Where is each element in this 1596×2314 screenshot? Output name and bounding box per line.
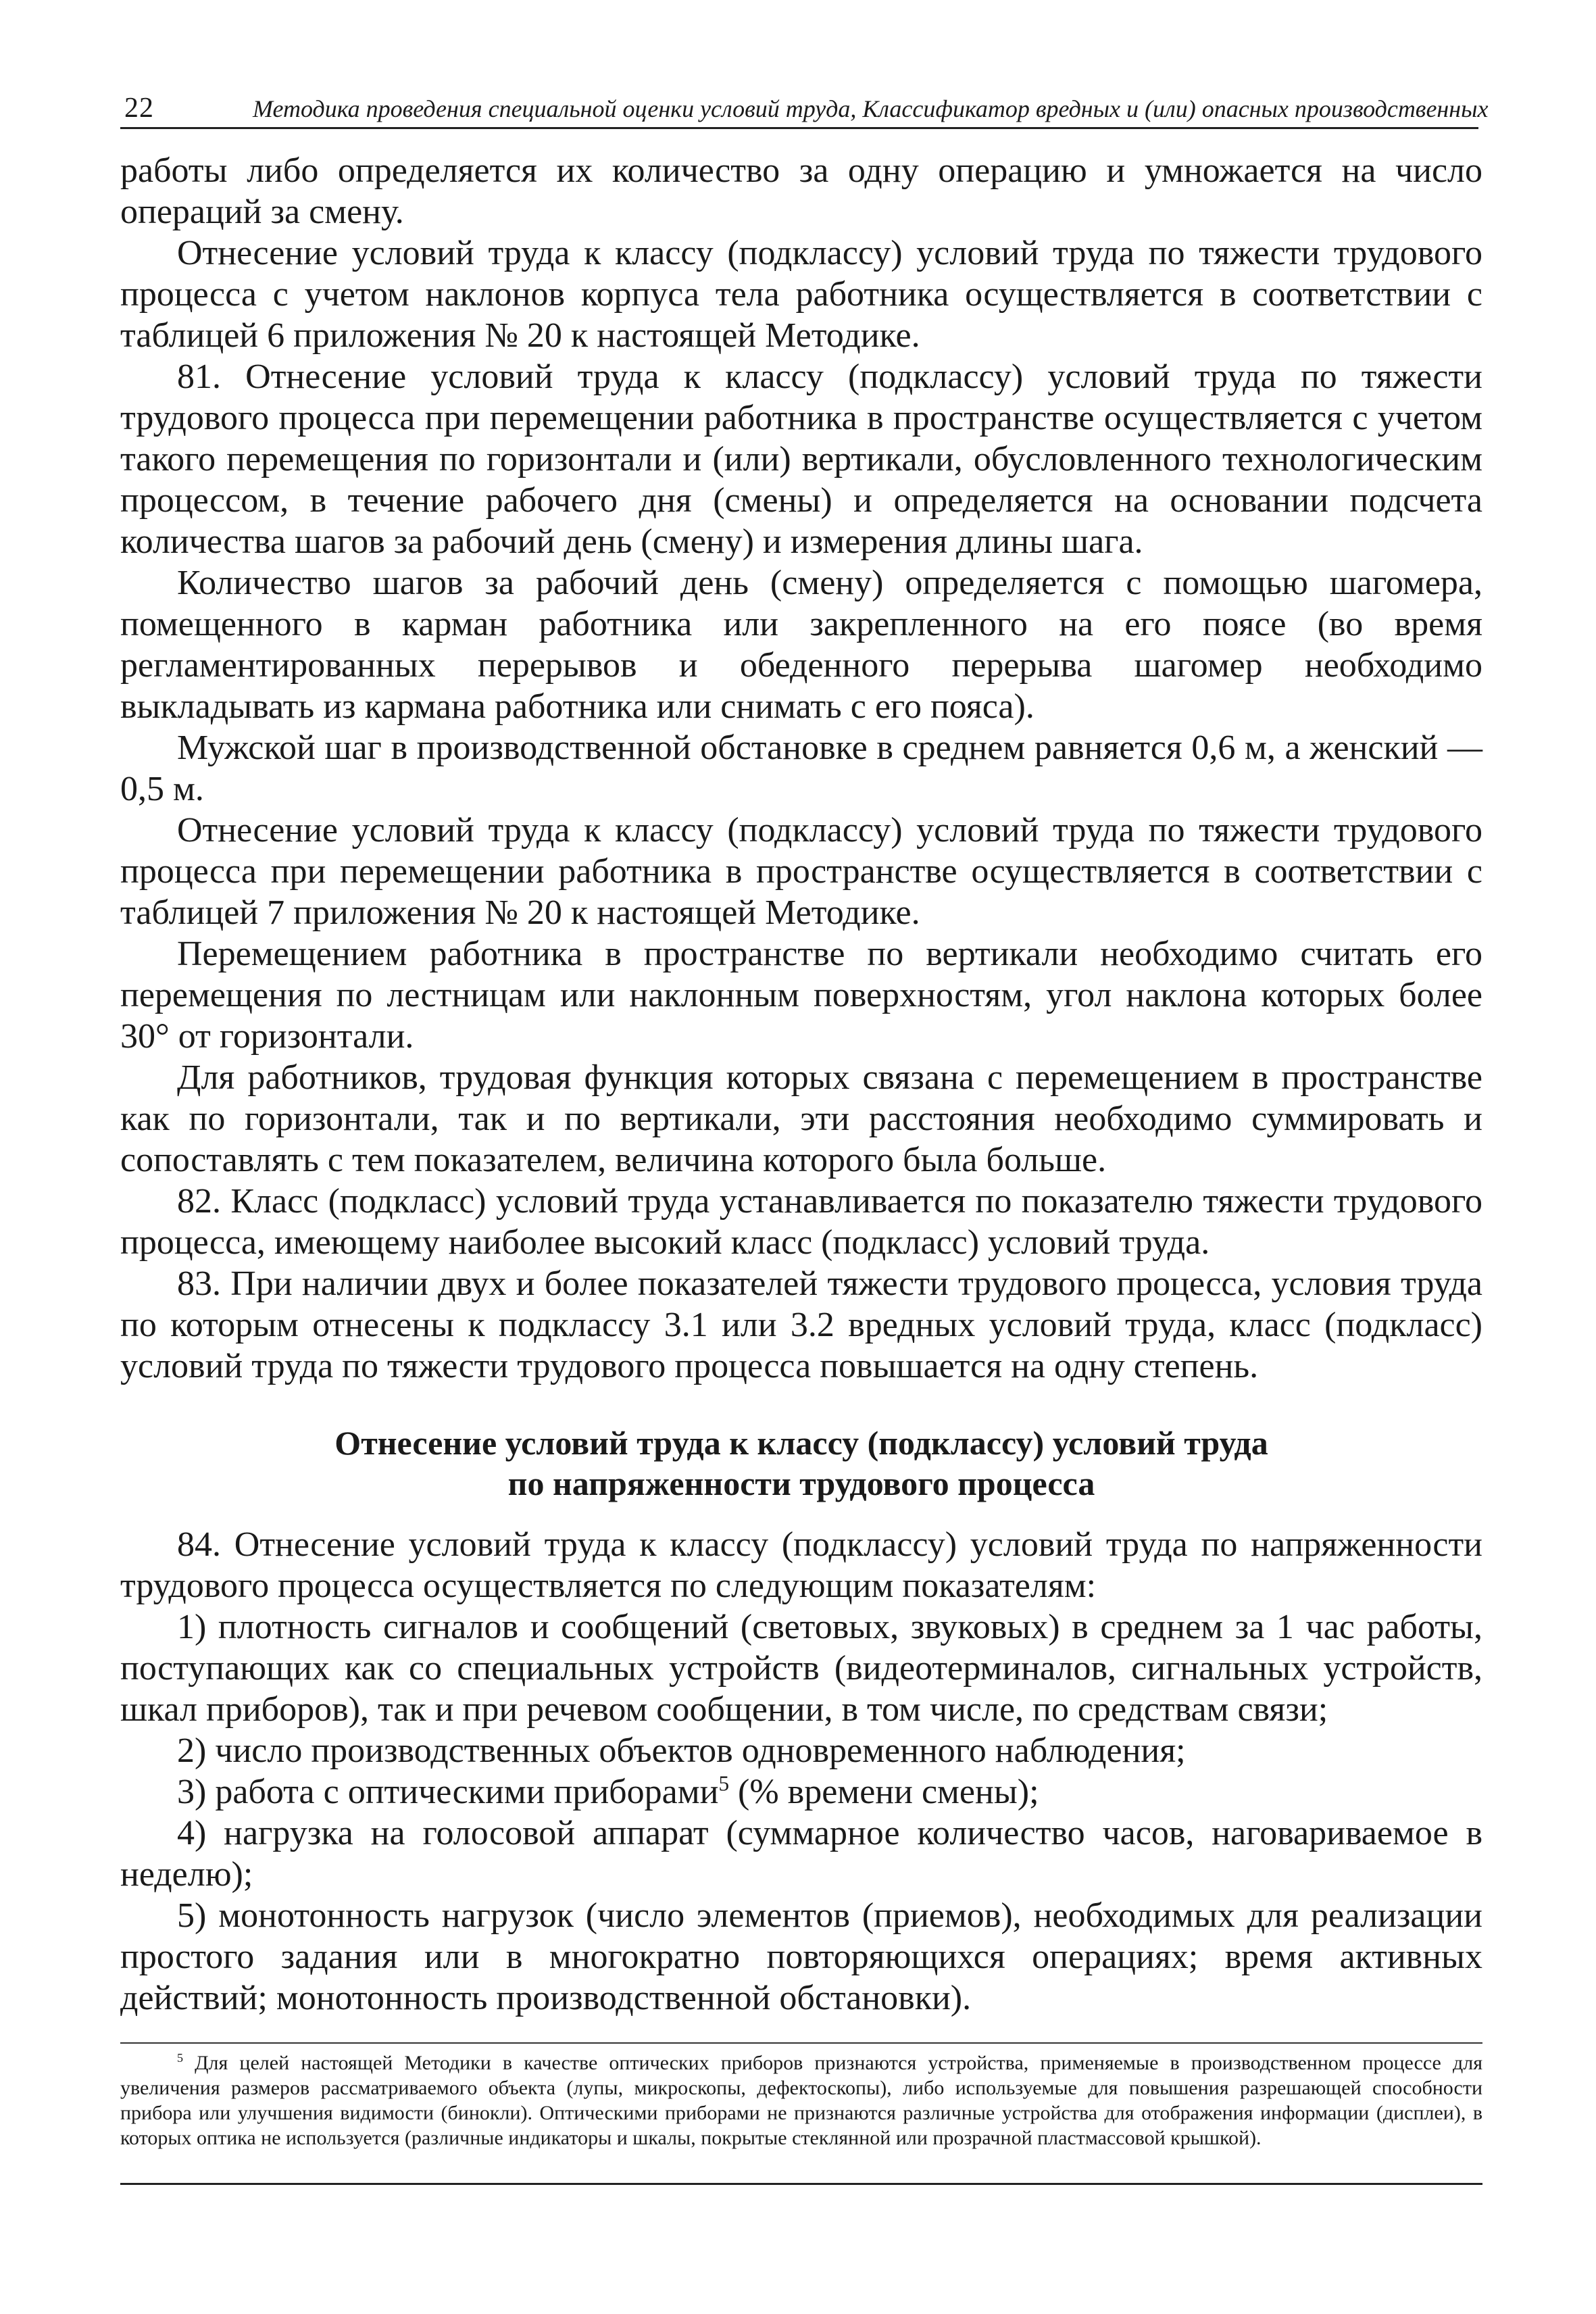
footnote (120, 2050, 1482, 2150)
section-heading (120, 1423, 1482, 1504)
footnote-paragraph (120, 2050, 1482, 2150)
list-item: 2) число производственных объектов одновременного наблюдения; (177, 1731, 1186, 1770)
paragraph: Количество шагов за рабочий день (смену) определяется с помощью шагомера, помещенного в карман работника или закрепленного на его поясе (во время регламентированных перерывов и обеденного перерыва шагомер необходимо выкладывать из кармана работника или снимать с его пояса). (120, 564, 1482, 726)
paragraph: Перемещением работника в пространстве по вертикали необходимо считать его перемещения по лестницам или наклонным поверхностям, угол наклона которых более 30° от горизонтали. (120, 935, 1482, 1056)
footnote-marker: 5 (177, 2051, 183, 2065)
paragraph: Для работников, трудовая функция которых связана с перемещением в пространстве как по горизонтали, так и по вертикали, эти расстояния необходимо суммировать и сопоставлять с тем показателем, величина которого была больше. (120, 1058, 1482, 1179)
footnote-reference: 5 (718, 1771, 730, 1796)
paragraph-84: 84. Отнесение условий труда к классу (подклассу) условий труда по напряженности трудового процесса осуществляется по следующим показателям: (120, 1525, 1482, 1605)
paragraph-81: 81. Отнесение условий труда к классу (подклассу) условий труда по тяжести трудового процесса при перемещении работника в пространстве осуществляется с учетом такого перемещения по горизонтали и (или) вертикали, обусловленного технологическим процессом, в течение рабочего дня (смены) и определяется на основании подсчета количества шагов за рабочий день (смену) и измерения длины шага. (120, 358, 1482, 561)
page-header (120, 80, 1489, 129)
paragraph: работы либо определяется их количество за одну операцию и умножается на число операций за смену. (120, 151, 1482, 231)
page-number: 22 (124, 93, 154, 124)
body-text-bottom (120, 1524, 1482, 2019)
page-bottom-divider (120, 2183, 1482, 2185)
footnote-text: Для целей настоящей Методики в качестве оптических приборов признаются устройства, применяемые в производственном процессе для увеличения размеров рассматриваемого объекта (лупы, микроскопы, дефектоскопы), либо используемые для повышения разрешающей способности прибора или улучшения видимости (бинокли). Оптическими приборами не признаются различные устройства для отображения информации (дисплеи), в которых оптика не используется (различные индикаторы и шкалы, покрытые стеклянной или прозрачной пластмассовой крышкой). (120, 2052, 1482, 2149)
list-item: 5) монотонность нагрузок (число элементов (приемов), необходимых для реализации простого задания или в многократно повторяющихся операциях; время активных действий; монотонность производственной обстановки). (120, 1896, 1482, 2017)
paragraph-83: 83. При наличии двух и более показателей тяжести трудового процесса, условия труда по которым отнесены к подклассу 3.1 или 3.2 вредных условий труда, класс (подкласс) условий труда по тяжести трудового процесса повышается на одну степень. (120, 1264, 1482, 1385)
list-item-text: (% времени смены); (729, 1773, 1039, 1811)
paragraph-82: 82. Класс (подкласс) условий труда устанавливается по показателю тяжести трудового процесса, имеющему наиболее высокий класс (подкласс) условий труда. (120, 1182, 1482, 1262)
running-title: Методика проведения специальной оценки условий труда, Классификатор вредных и (или) опасных производственных (253, 95, 1489, 122)
body-text-top (120, 150, 1482, 1387)
paragraph: Отнесение условий труда к классу (подклассу) условий труда по тяжести трудового процесса с учетом наклонов корпуса тела работника осуществляется в соответствии с таблицей 6 приложения № 20 к настоящей Методике. (120, 234, 1482, 355)
section-heading-line1: Отнесение условий труда к классу (подклассу) условий труда (334, 1424, 1268, 1462)
list-item: 1) плотность сигналов и сообщений (световых, звуковых) в среднем за 1 час работы, поступающих как со специальных устройств (видеотерминалов, сигнальных устройств, шкал приборов), так и при речевом сообщении, в том числе, по средствам связи; (120, 1608, 1482, 1729)
list-item: 4) нагрузка на голосовой аппарат (суммарное количество часов, наговариваемое в неделю); (120, 1814, 1482, 1894)
section-heading-line2: по напряженности трудового процесса (507, 1464, 1095, 1502)
list-item-text: 3) работа с оптическими приборами (177, 1773, 719, 1811)
paragraph: Отнесение условий труда к классу (подклассу) условий труда по тяжести трудового процесса при перемещении работника в пространстве осуществляется в соответствии с таблицей 7 приложения № 20 к настоящей Методике. (120, 811, 1482, 932)
paragraph: Мужской шаг в производственной обстановке в среднем равняется 0,6 м, а женский — 0,5 м. (120, 729, 1482, 808)
list-item (120, 1771, 1482, 1813)
footnote-divider (120, 2042, 1482, 2044)
